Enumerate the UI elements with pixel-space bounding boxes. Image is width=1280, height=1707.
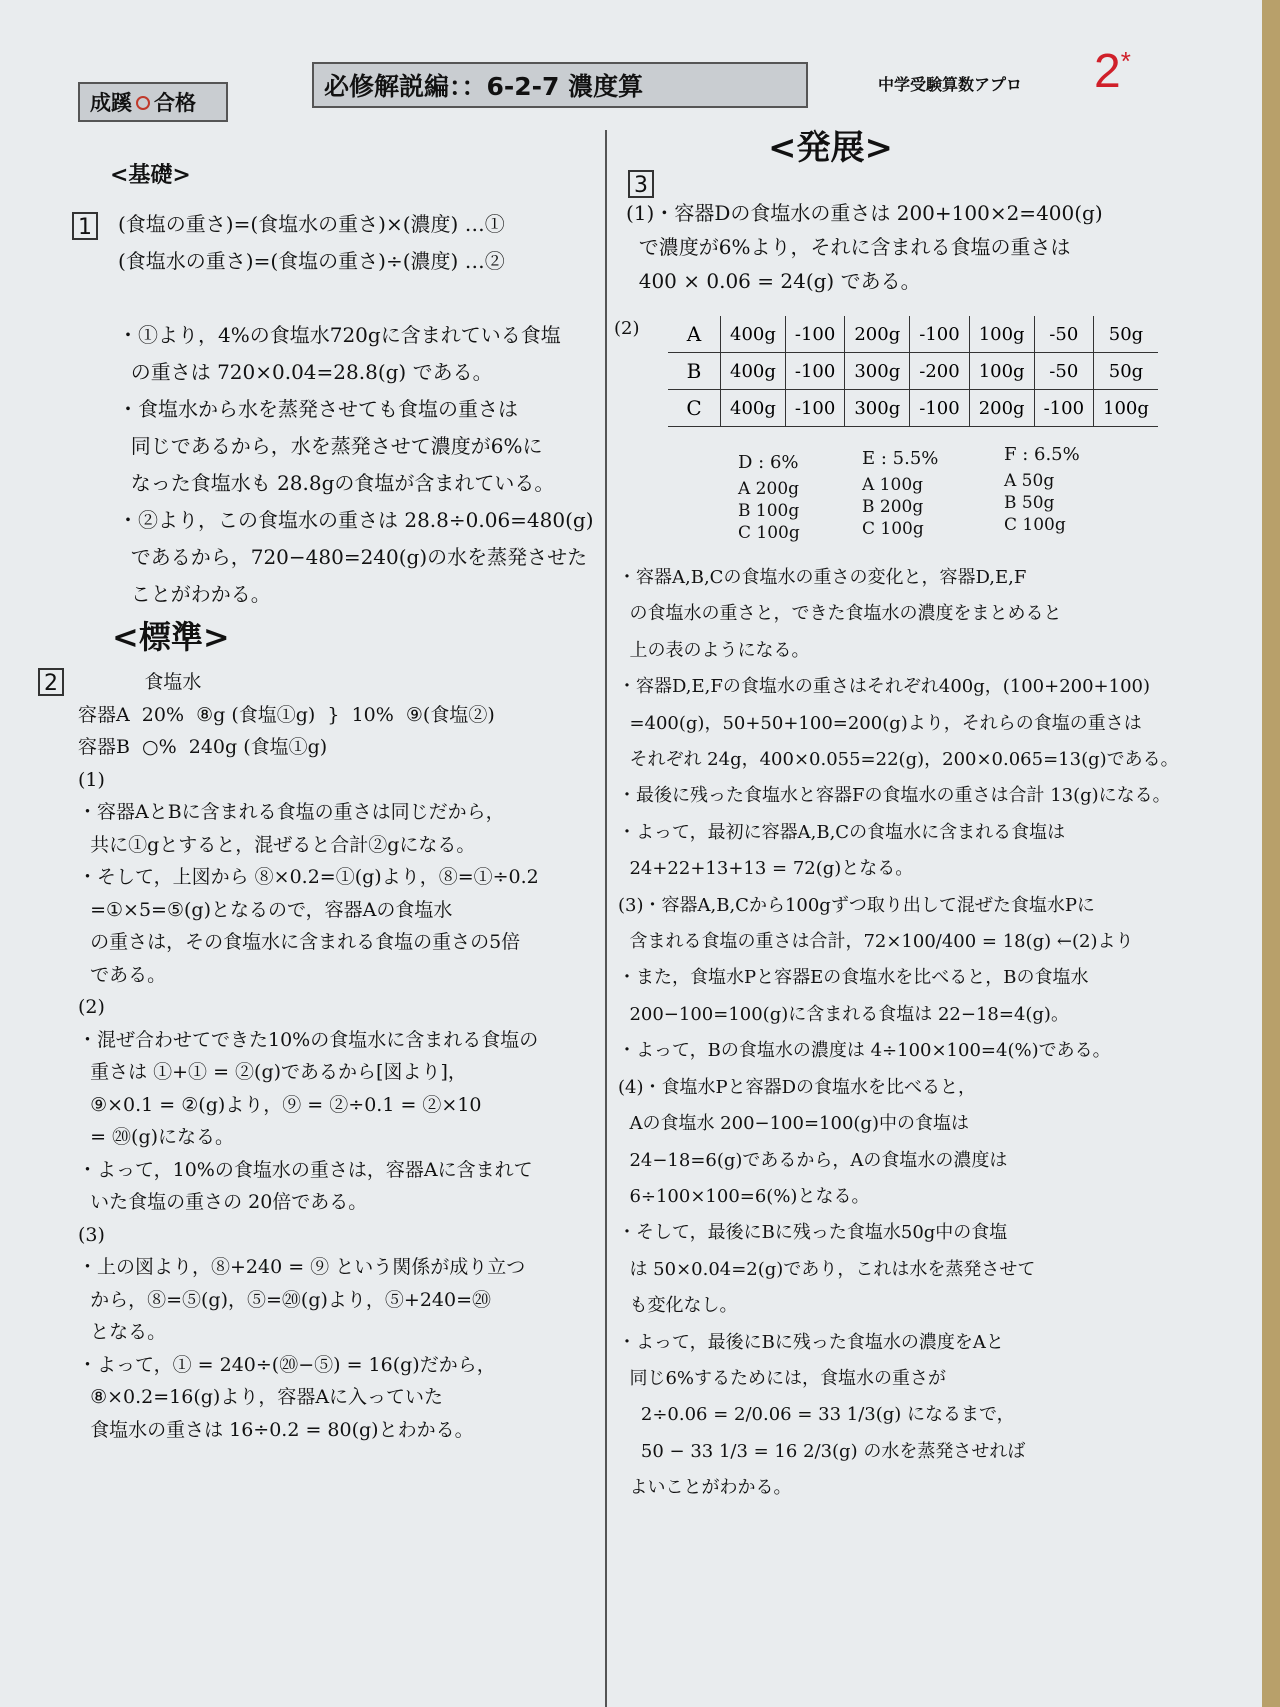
problem-number-3: 3 [628,170,654,198]
table-cell: 300g [845,390,910,427]
problem-2-solution: 食塩水 容器A 20% ⑧g (食塩①g) } 10% ⑨(食塩②) 容器B ○% 240g (食塩①g) (1) ・容器AとBに含まれる食塩の重さは同じだから， 共に①gとすると，混ぜると合計②gになる。 ・そして，上図から ⑧×0.2=①(g)より，⑧=①÷0.2 =①×5=⑤(g)となるので，容器Aの食塩水 の重さは，その食塩水に含まれる食塩の重さの5倍 である。 (2) ・混ぜ合わせてできた10%の食塩水に含まれる食塩の 重さは ①+① = ②(g)であるから[図より]， ⑨×0.1 = ②(g)より，⑨ = ②÷0.1 = ②×10 = ⑳(g)になる。 ・よって，10%の食塩水の重さは，容器Aに含まれて いた食塩の重さの 20倍である。 (3) ・上の図より，⑧+240 = ⑨ という関係が成り立つ から，⑧=⑤(g)，⑤=⑳(g)より，⑤+240=⑳ となる。 ・よって，① = 240÷(⑳−⑤) = 16(g)だから， ⑧×0.2=16(g)より，容器Aに入っていた 食塩水の重さは 16÷0.2 = 80(g)とわかる。 [78,671,539,1441]
table-cell: 400g [721,390,786,427]
table-cell: A [668,316,721,353]
result-d-heading: D : 6% [738,452,799,473]
table-cell: 50g [1094,316,1158,353]
table-row [668,353,1158,390]
table-cell: 100g [1094,390,1158,427]
brand-name: 中学受験算数アプロ [878,75,1023,94]
badge-school: 成蹊 [90,91,132,115]
table-label: (2) [614,318,640,339]
table-cell: 100g [969,316,1034,353]
badge-pass: 合格 [154,91,196,115]
table-cell: -50 [1034,316,1093,353]
section-heading-kiso: <基礎> [110,162,191,188]
table-cell: C [668,390,721,427]
table-cell: -100 [910,390,969,427]
table-cell: -200 [910,353,969,390]
table-cell: -100 [785,390,844,427]
table-cell: -100 [785,353,844,390]
problem-1-solution: (食塩の重さ)=(食塩水の重さ)×(濃度) …① (食塩水の重さ)=(食塩の重さ)÷(濃度) …② ・①より，4%の食塩水720gに含まれている食塩 の重さは 720×0.04=28.8(g) である。 ・食塩水から水を蒸発させても食塩の重さは 同じであるから，水を蒸発させて濃度が6%に なった食塩水も 28.8gの食塩が含まれている。 ・②より，この食塩水の重さは 28.8÷0.06=480(g) であるから，720−480=240(g)の水を蒸発させた ことがわかる。 [118,212,594,606]
table-cell: 300g [845,353,910,390]
problem-number-1: 1 [72,212,98,240]
grade-mark-number: 2 [1094,45,1121,98]
section-heading-hyojun: <標準> [112,618,230,656]
table-cell: -100 [1034,390,1093,427]
problem-number-2: 2 [38,668,64,696]
grade-mark [1094,44,1131,99]
table-cell: 400g [721,316,786,353]
section-heading-hatten: <発展> [768,128,893,168]
problem-3-part-2: ・容器A,B,Cの食塩水の重さの変化と，容器D,E,F の食塩水の重さと，できた食塩水の濃度をまとめると 上の表のようになる。 ・容器D,E,Fの食塩水の重さはそれぞれ400g，(100+200+100) =400(g)，50+50+100=200(g)より，それらの食塩の重さは それぞれ 24g，400×0.055=22(g)，200×0.065=13(g)である。 ・最後に残った食塩水と容器Fの食塩水の重さは合計 13(g)になる。 ・よって，最初に容器A,B,Cの食塩水に含まれる食塩は 24+22+13+13 = 72(g)となる。 (3)・容器A,B,Cから100gずつ取り出して混ぜた食塩水Pに 含まれる食塩の重さは合計，72×100/400 = 18(g) ←(2)より ・また，食塩水Pと容器Eの食塩水を比べると，Bの食塩水 200−100=100(g)に含まれる食塩は 22−18=4(g)。 ・よって，Bの食塩水の濃度は 4÷100×100=4(%)である。 (4)・食塩水Pと容器Dの食塩水を比べると， Aの食塩水 200−100=100(g)中の食塩は 24−18=6(g)であるから，Aの食塩水の濃度は 6÷100×100=6(%)となる。 ・そして，最後にBに残った食塩水50g中の食塩 は 50×0.04=2(g)であり，これは水を蒸発させて も変化なし。 ・よって，最後にBに残った食塩水の濃度をAと 同じ6%するためには，食塩水の重さが 2÷0.06 = 2/0.06 = 33 1/3(g) になるまで， 50 − 33 1/3 = 16 2/3(g) の水を蒸発させれば よいことがわかる。 [618,567,1179,1499]
table-cell: -50 [1034,353,1093,390]
result-f-breakdown: A 50g B 50g C 100g [1004,471,1066,535]
table-row [668,390,1158,427]
result-d-breakdown: A 200g B 100g C 100g [738,479,800,543]
page-title: 必修解説編：：6-2-7 濃度算 [312,62,808,108]
table-cell: 200g [845,316,910,353]
table-cell: 100g [969,353,1034,390]
problem-3-part-1: (1)・容器Dの食塩水の重さは 200+100×2=400(g) で濃度が6%より，それに含まれる食塩の重さは 400 × 0.06 = 24(g) である。 [626,201,1103,293]
table-cell: B [668,353,721,390]
table-row [668,316,1158,353]
desk-edge [1262,0,1280,1707]
result-e-heading: E : 5.5% [862,448,939,469]
table-cell: -100 [910,316,969,353]
circle-dot-icon [136,96,150,110]
transfer-table [668,316,1158,427]
result-f-heading: F : 6.5% [1004,444,1080,465]
column-divider [605,130,607,1707]
table-cell: 50g [1094,353,1158,390]
result-e-breakdown: A 100g B 200g C 100g [862,475,924,539]
table-cell: 400g [721,353,786,390]
table-cell: 200g [969,390,1034,427]
star-icon: * [1120,46,1131,76]
school-badge [78,82,228,122]
table-cell: -100 [785,316,844,353]
